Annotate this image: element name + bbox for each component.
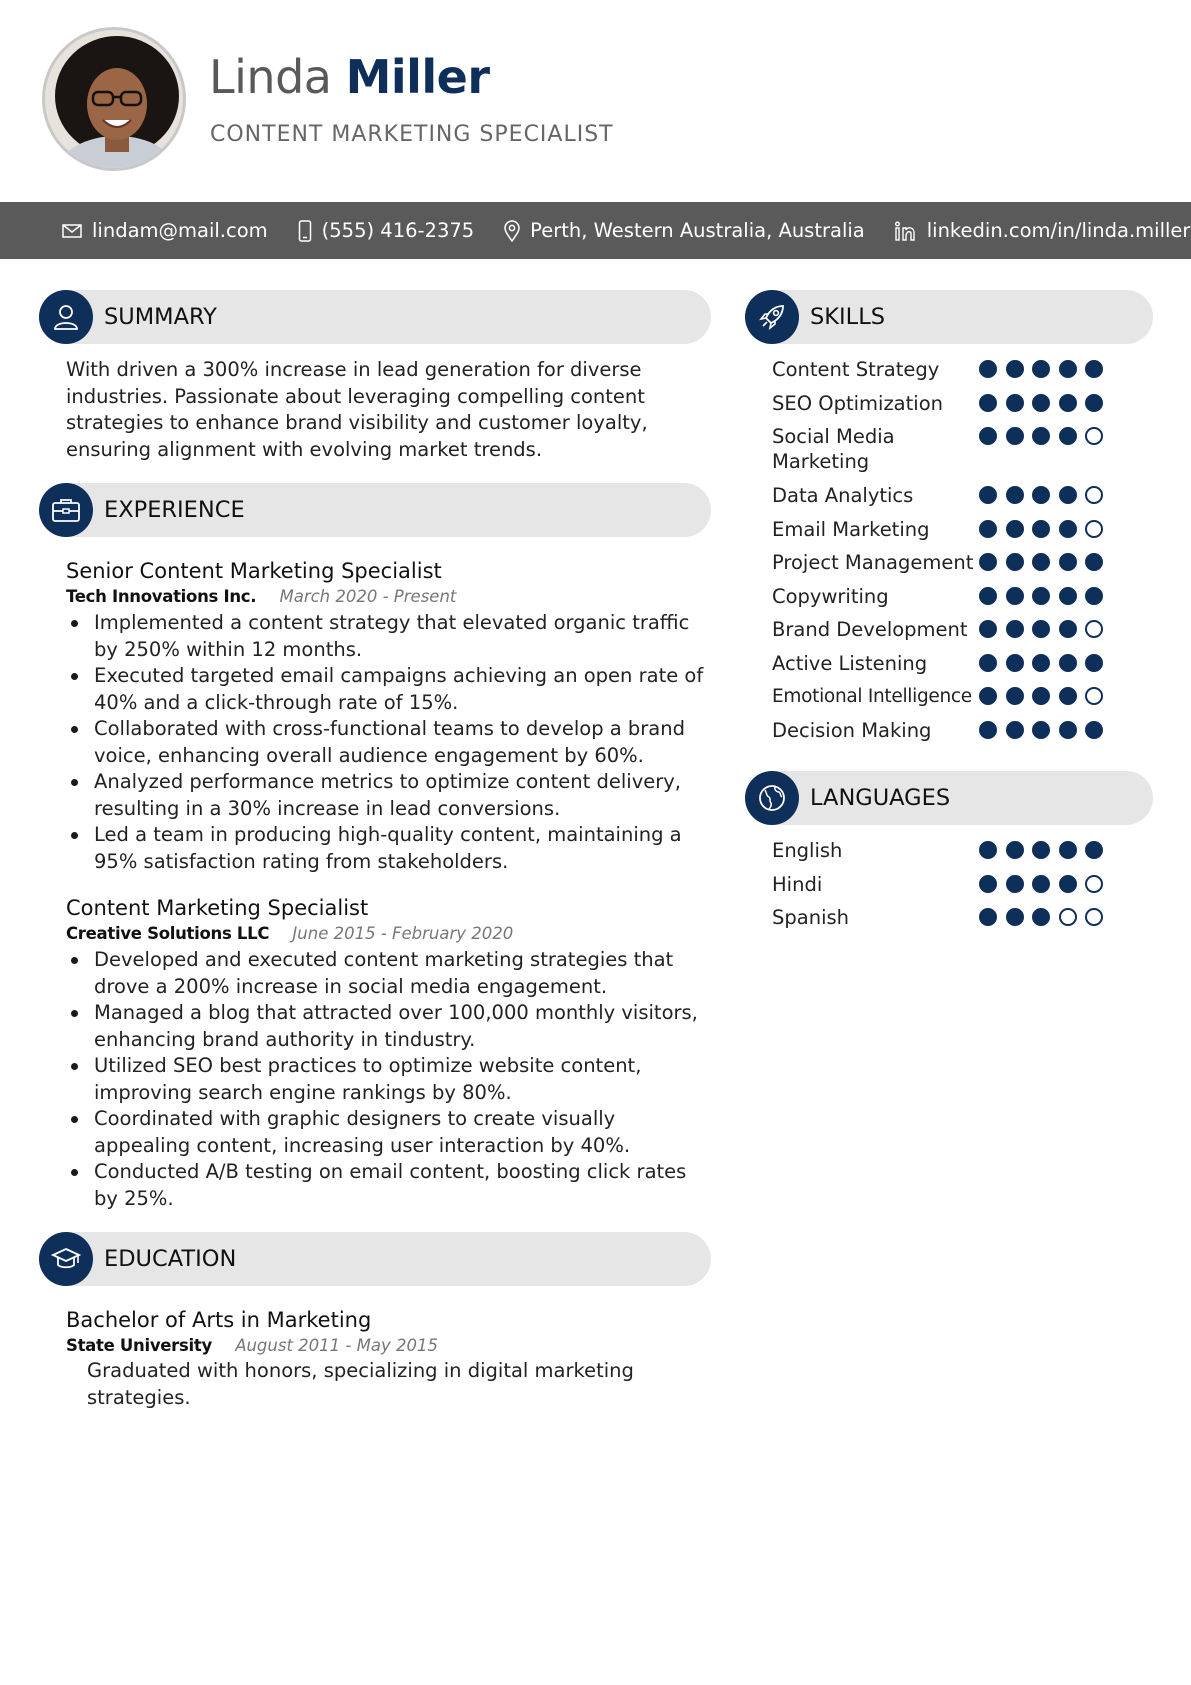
skill-row: [772, 391, 1112, 425]
rating-dot-filled: [1006, 875, 1024, 893]
skill-rating: [979, 360, 1112, 378]
education-meta: [66, 1334, 706, 1358]
rating-dot-filled: [1059, 687, 1077, 705]
language-name: English: [772, 839, 843, 862]
rating-dot-filled: [1085, 721, 1103, 739]
rating-dot-filled: [979, 841, 997, 859]
rating-dot-filled: [1059, 841, 1077, 859]
skill-name: SEO Optimization: [772, 391, 943, 415]
rating-dot-filled: [1085, 654, 1103, 672]
job-bullet: Managed a blog that attracted over 100,000 monthly visitors, enhancing brand authority in tindustry.: [66, 1000, 706, 1053]
language-row: [772, 872, 1112, 906]
skills-heading: [745, 290, 1153, 344]
skill-row: [772, 357, 1112, 391]
rating-dot-filled: [1032, 520, 1050, 538]
skill-row: [772, 424, 1112, 483]
rating-dot-filled: [1059, 394, 1077, 412]
rating-dot-filled: [1006, 841, 1024, 859]
job-bullet: Utilized SEO best practices to optimize website content, improving search engine rankings by 80%.: [66, 1053, 706, 1106]
rating-dot-filled: [1032, 620, 1050, 638]
summary-heading: [39, 290, 711, 344]
language-name: Hindi: [772, 872, 823, 896]
phone-icon: [298, 220, 312, 242]
rating-dot-filled: [1085, 360, 1103, 378]
rating-dot-filled: [979, 394, 997, 412]
rating-dot-filled: [1032, 841, 1050, 859]
skill-row: [772, 483, 1112, 517]
rating-dot-filled: [1006, 908, 1024, 926]
rating-dot-filled: [1059, 587, 1077, 605]
rating-dot-empty: [1085, 687, 1103, 705]
rating-dot-filled: [1059, 875, 1077, 893]
skill-name: Decision Making: [772, 718, 932, 742]
rating-dot-empty: [1085, 620, 1103, 638]
rating-dot-filled: [1032, 908, 1050, 926]
rating-dot-filled: [1032, 654, 1050, 672]
job-bullet: Executed targeted email campaigns achieving an open rate of 40% and a click-through rate of 15%.: [66, 663, 706, 716]
skill-row: [772, 584, 1112, 618]
rating-dot-filled: [1006, 620, 1024, 638]
location-pin-icon: [504, 220, 520, 242]
graduation-cap-icon: [39, 1232, 93, 1286]
job-meta: [66, 922, 706, 946]
skill-rating: [979, 553, 1112, 571]
contact-linkedin[interactable]: [895, 219, 1191, 242]
person-icon: [39, 290, 93, 344]
skill-name: Email Marketing: [772, 517, 930, 541]
email-text: lindam@mail.com: [92, 219, 268, 242]
linkedin-text: linkedin.com/in/linda.miller: [926, 219, 1191, 242]
phone-text: (555) 416-2375: [321, 219, 475, 242]
education-entry: [66, 1306, 706, 1411]
rating-dot-filled: [1059, 721, 1077, 739]
profile-photo-illustration: [45, 30, 186, 171]
rating-dot-filled: [979, 721, 997, 739]
skill-row: [772, 550, 1112, 584]
skill-rating: [979, 721, 1112, 739]
job-bullet: Implemented a content strategy that elevated organic traffic by 250% within 12 months.: [66, 610, 706, 663]
contact-location: [504, 219, 865, 242]
job-entry: [66, 557, 706, 875]
languages-heading: [745, 771, 1153, 825]
rating-dot-filled: [1059, 427, 1077, 445]
job-bullet: Conducted A/B testing on email content, boosting click rates by 25%.: [66, 1159, 706, 1212]
experience-heading: [39, 483, 711, 537]
rating-dot-filled: [979, 427, 997, 445]
skill-name: Social Media Marketing: [772, 425, 895, 473]
skill-name: Copywriting: [772, 584, 889, 608]
skill-rating: [979, 654, 1112, 672]
language-rating: [979, 908, 1112, 926]
rating-dot-empty: [1085, 520, 1103, 538]
skill-name: Content Strategy: [772, 358, 940, 381]
rating-dot-filled: [1006, 427, 1024, 445]
skill-row: [772, 718, 1112, 752]
job-bullets: [66, 947, 706, 1212]
rating-dot-empty: [1085, 875, 1103, 893]
rating-dot-filled: [1032, 486, 1050, 504]
resume-header: [0, 0, 1191, 200]
rating-dot-filled: [979, 654, 997, 672]
rating-dot-filled: [979, 620, 997, 638]
last-name: Miller: [345, 50, 490, 104]
skill-rating: [979, 620, 1112, 638]
rating-dot-filled: [979, 875, 997, 893]
rating-dot-filled: [1032, 687, 1050, 705]
rating-dot-filled: [979, 520, 997, 538]
rating-dot-empty: [1085, 486, 1103, 504]
rating-dot-filled: [979, 587, 997, 605]
rating-dot-filled: [1059, 654, 1077, 672]
job-company: Creative Solutions LLC: [66, 924, 270, 943]
rocket-icon: [745, 290, 799, 344]
skill-name: Emotional Intelligence: [772, 686, 972, 707]
education-description: Graduated with honors, specializing in digital marketing strategies.: [87, 1359, 634, 1409]
rating-dot-filled: [1059, 486, 1077, 504]
rating-dot-filled: [1085, 841, 1103, 859]
language-row: [772, 905, 1112, 939]
job-bullet: Coordinated with graphic designers to create visually appealing content, increasing user interaction by 40%.: [66, 1106, 706, 1159]
rating-dot-filled: [1085, 553, 1103, 571]
rating-dot-filled: [1032, 360, 1050, 378]
rating-dot-filled: [1059, 360, 1077, 378]
rating-dot-empty: [1085, 427, 1103, 445]
job-position: Senior Content Marketing Specialist: [66, 559, 442, 583]
language-name: Spanish: [772, 906, 850, 929]
skill-name: Data Analytics: [772, 484, 914, 507]
rating-dot-filled: [1006, 360, 1024, 378]
rating-dot-filled: [1032, 721, 1050, 739]
skill-name: Project Management: [772, 551, 974, 574]
skill-name: Brand Development: [772, 618, 968, 641]
job-title: CONTENT MARKETING SPECIALIST: [210, 122, 614, 147]
skill-name: Active Listening: [772, 651, 928, 675]
candidate-name: [209, 50, 490, 104]
education-heading: [39, 1232, 711, 1286]
job-bullets: [66, 610, 706, 875]
education-dates: August 2011 - May 2015: [235, 1336, 438, 1355]
skill-row: [772, 684, 1112, 718]
contact-email[interactable]: [62, 219, 268, 242]
location-text: Perth, Western Australia, Australia: [530, 219, 865, 242]
job-bullet: Analyzed performance metrics to optimize content delivery, resulting in a 30% increase in lead conversions.: [66, 769, 706, 822]
rating-dot-filled: [1006, 721, 1024, 739]
skill-row: [772, 617, 1112, 651]
first-name: Linda: [209, 50, 332, 104]
profile-photo: [42, 27, 186, 171]
skill-rating: [979, 520, 1112, 538]
language-rating: [979, 875, 1112, 893]
experience-title: EXPERIENCE: [104, 497, 245, 523]
rating-dot-filled: [1006, 394, 1024, 412]
job-dates: June 2015 - February 2020: [292, 924, 514, 943]
contact-phone[interactable]: [298, 219, 475, 242]
rating-dot-filled: [979, 360, 997, 378]
education-title: EDUCATION: [104, 1246, 237, 1272]
rating-dot-filled: [1032, 587, 1050, 605]
languages-list: [772, 838, 1112, 939]
rating-dot-filled: [1059, 620, 1077, 638]
summary-title: SUMMARY: [104, 304, 217, 330]
job-meta: [66, 585, 706, 609]
rating-dot-filled: [1006, 553, 1024, 571]
linkedin-icon: [895, 221, 917, 241]
rating-dot-filled: [1006, 486, 1024, 504]
rating-dot-filled: [1006, 687, 1024, 705]
skill-row: [772, 517, 1112, 551]
language-rating: [979, 841, 1112, 859]
job-position: Content Marketing Specialist: [66, 896, 369, 920]
job-bullet: Collaborated with cross-functional teams to develop a brand voice, enhancing overall audience engagement by 60%.: [66, 716, 706, 769]
globe-icon: [745, 771, 799, 825]
job-bullet: Developed and executed content marketing strategies that drove a 200% increase in social media engagement.: [66, 947, 706, 1000]
briefcase-icon: [39, 483, 93, 537]
job-dates: March 2020 - Present: [279, 587, 457, 606]
job-bullet: Led a team in producing high-quality content, maintaining a 95% satisfaction rating from stakeholders.: [66, 822, 706, 875]
rating-dot-filled: [1059, 553, 1077, 571]
envelope-icon: [62, 223, 82, 239]
skills-list: [772, 357, 1112, 751]
rating-dot-filled: [1085, 394, 1103, 412]
skills-title: SKILLS: [810, 304, 886, 330]
summary-text: With driven a 300% increase in lead generation for diverse industries. Passionate about leveraging compelling content strategies to enhance brand visibility and customer loyalty, ensuring alignment with evolving market trends.: [66, 358, 648, 461]
rating-dot-filled: [979, 553, 997, 571]
skill-row: [772, 651, 1112, 685]
job-entry: [66, 894, 706, 1212]
rating-dot-empty: [1085, 908, 1103, 926]
rating-dot-filled: [1032, 427, 1050, 445]
languages-title: LANGUAGES: [810, 785, 951, 811]
language-row: [772, 838, 1112, 872]
rating-dot-filled: [979, 908, 997, 926]
rating-dot-empty: [1059, 908, 1077, 926]
rating-dot-filled: [979, 687, 997, 705]
job-company: Tech Innovations Inc.: [66, 587, 257, 606]
rating-dot-filled: [1059, 520, 1077, 538]
rating-dot-filled: [1006, 587, 1024, 605]
rating-dot-filled: [1085, 587, 1103, 605]
rating-dot-filled: [1006, 520, 1024, 538]
contact-bar: [0, 202, 1191, 259]
rating-dot-filled: [1006, 654, 1024, 672]
skill-rating: [979, 486, 1112, 504]
rating-dot-filled: [1032, 875, 1050, 893]
degree: Bachelor of Arts in Marketing: [66, 1308, 372, 1332]
skill-rating: [979, 587, 1112, 605]
rating-dot-filled: [1032, 394, 1050, 412]
skill-rating: [979, 427, 1112, 445]
rating-dot-filled: [1032, 553, 1050, 571]
rating-dot-filled: [979, 486, 997, 504]
skill-rating: [979, 687, 1112, 705]
school: State University: [66, 1336, 212, 1355]
skill-rating: [979, 394, 1112, 412]
